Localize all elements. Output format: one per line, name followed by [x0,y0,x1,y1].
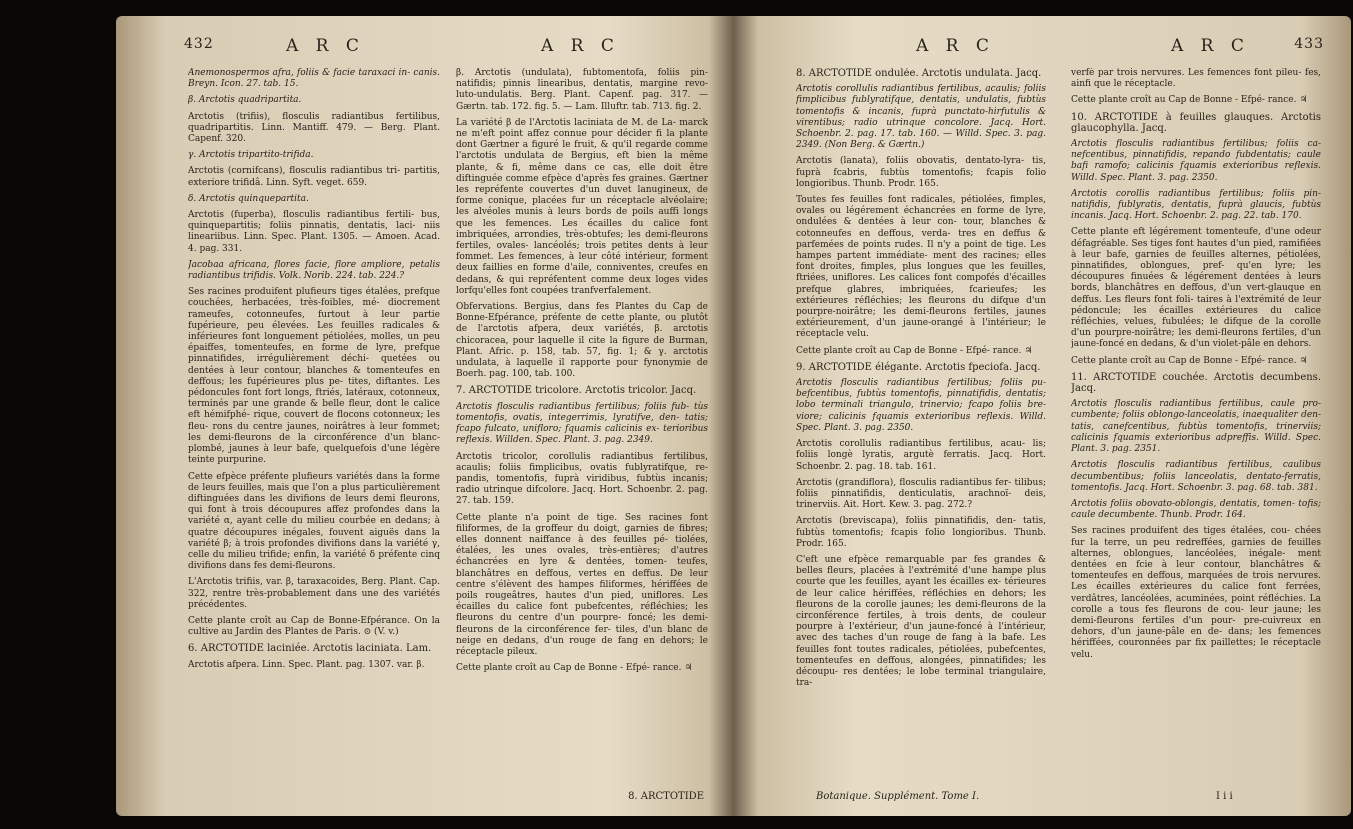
paragraph: 7. ARCTOTIDE tricolore. Arctotis tricolor. Jacq. [456,385,697,397]
paragraph: Arctotis (breviscapa), foliis pinnatifidis, den- tatis, fubtùs tomentofis; fcapis folio longioribus. Thunb. Prodr. 165. [796,516,1046,549]
paragraph: Jacobaa africana, flores facie, flore ampliore, petalis radiantibus trifidis. Volk. Norib. 224. tab. 224.? [188,259,440,282]
paragraph: Arctotis corollis radiantibus fertilibus; foliis pin- natifidis, fublyratis, dentatis, fuprà glaucis, fubtùs incanis. Jacq. Hort. Schoenbr. 2. pag. 22. tab. 170. [1071,188,1321,222]
paragraph: Toutes fes feuilles font radicales, pétiolées, fimples, ovales ou légérement échancrées en forme de lyre, ondulées & dentées à leur con- tour, blanches & cotonneufes en deffous, verda- tres en deffus & parfemées de points rudes. Il n'y a point de tige. Les hampes partent immédiate- ment des racines; elles font droites, fimples, plus longues que les feuilles, ftriées, uniflores. Les calices font compofés d'écailles prefque glabres, imbriquées, fcarieufes; les extérieures réfléchies; les fleurons du difque d'un pourpre-noirâtre; les demi-fleurons fertiles, jaunes extérieurement, d'un jaune-orangé à l'intérieur; le réceptacle velu. [796,195,1046,340]
paragraph: Cette plante eft légérement tomenteufe, d'une odeur défagréable. Ses tiges font hautes d'un pied, ramifiées à leur bafe, garnies de feuilles alternes, pétiolées, pinnatifides, oblongues, pref- qu'en lyre; les découpures finuées & légérement dentées à leurs bords, blanchâtres en deffous, d'un vert-glauque en deffus. Les fleurs font foli- taires à l'extrémité de leur pédoncule; les écailles extérieures du calice réfléchies, velues, fubulées; le difque de la corolle d'un pourpre-noirâtre; les demi-fleurons fertiles, d'un jaune-foncé en dedans, & d'un violet-pâle en dehors. [1071,227,1321,350]
paragraph: L'Arctotis trifiis, var. β, taraxacoides, Berg. Plant. Cap. 322, rentre très-probablement dans une des variétés précédentes. [188,577,440,610]
paragraph: Arctotis (fuperba), flosculis radiantibus fertili- bus, quinquepartitis; foliis pinnatis, dentatis, laci- niis lineariibus. Linn. Spec. Plant. 1305. — Amoen. Acad. 4. pag. 331. [188,210,440,254]
paragraph: Arctotis corollulis radiantibus fertilibus, acau- lis; foliis longè lyratis, argutè ferratis. Jacq. Hort. Schoenbr. 2. pag. 18. tab. 161. [796,439,1046,472]
paragraph: β. Arctotis (undulata), fubtomentofa, foliis pin- natifidis; pinnis linearibus, dentatis, margine revo- luto-undulatis. Berg. Plant. Capenf. pag. 317. — Gærtn. tab. 172. fig. 5. — Lam. Illuftr. tab. 713. fig. 2. [456,68,708,112]
left-page-column-1 [188,68,440,806]
paragraph: Cette plante croît au Cap de Bonne - Efpé- rance. ♃ [456,663,693,674]
paragraph: Cette plante croît au Cap de Bonne - Efpé- rance. ♃ [796,345,1033,356]
paragraph: Arctotis (grandiflora), flosculis radiantibus fer- tilibus; foliis pinnatifidis, denticulatis, arachnoï- deis, trinerviis. Ait. Hort. Kew. 3. pag. 272.? [796,477,1046,511]
paragraph: Arctotis flosculis radiantibus fertilibus, caule pro- cumbente; foliis oblongo-lanceolatis, inaequaliter den- tatis, canefcentibus, fubtùs tomentofis, trinerviis; calicinis fquamis exterioribus adpreffis. Willd. Spec. Plant. 3. pag. 2351. [1071,399,1321,455]
running-head-right: A R C [541,36,620,56]
paragraph: Cette plante croît au Cap de Bonne-Efpérance. On la cultive au Jardin des Plantes de Paris. ⊙ (V. v.) [188,615,440,638]
paragraph: 6. ARCTOTIDE laciniée. Arctotis laciniata. Lam. [188,643,432,655]
paragraph: Cette plante croît au Cap de Bonne - Efpé- rance. ♃ [1071,95,1308,106]
paragraph: Arctotis (cornifcans), flosculis radiantibus tri- partitis, exteriore trifidâ. Linn. Syft. veget. 659. [188,166,440,188]
catchword: 8. ARCTOTIDE [628,791,704,802]
paragraph: β. Arctotis quadripartita. [188,95,302,106]
left-page [156,36,716,806]
right-page [796,36,1336,806]
running-head-left: A R C [916,36,995,56]
paragraph: 8. ARCTOTIDE ondulée. Arctotis undulata. Jacq. [796,68,1042,79]
paragraph: verfé par trois nervures. Les femences font pileu- fes, ainfi que le réceptacle. [1071,68,1321,90]
paragraph: Arctotis flosculis radiantibus fertilibus; foliis fub- tùs tomentofis, ovatis, integerrimis, lyratifve, den- tatis; fcapo fulcato, unifloro; fquamis calicinis ex- terioribus reflexis. Willden. Spec. Plant. 3. pag. 2349. [456,401,708,446]
footer-title: Botanique. Supplément. Tome I. [816,791,980,802]
paragraph: Arctotis foliis obovato-oblongis, dentatis, tomen- tofis; caule decumbente. Thunb. Prodr. 164. [1071,498,1321,521]
paragraph: Cette plante n'a point de tige. Ses racines font filiformes, de la groffeur du doigt, garnies de fibres; elles donnent naiffance à des feuilles pé- tiolées, étalées, les unes ovales, très-entières; d'autres échancrées en lyre & dentées, tomen- teufes, blanchâtres en deffous, vertes en deffus. De leur centre s'élèvent des hampes filiformes, hériffées de poils rougeâtres, hautes d'un pied, uniflores. Les écailles du calice font pubefcentes, réfléchies; les fleurons du centre d'un pourpre- foncé; les demi-fleurons de la circonférence fer- tiles, d'un blanc de neige en dedans, d'un rouge de fang en dehors; le réceptacle pileux. [456,512,708,657]
paragraph: Obfervations. Bergius, dans fes Plantes du Cap de Bonne-Efpérance, préfente de cette plante, ou plutôt de l'arctotis afpera, deux variétés, β. arctotis chicoracea, pour laquelle il cite la figure de Burman, Plant. Afric. p. 158, tab. 57, fig. 1; & γ. arctotis undulata, à laquelle il rapporte pour fynonymie de Boerh. pag. 100, tab. 100. [456,302,708,380]
paragraph: Arctotis (lanata), foliis obovatis, dentato-lyra- tis, fuprà fcabris, fubtùs tomentofis; fcapis folio longioribus. Thunb. Prodr. 165. [796,156,1046,189]
running-head-right: A R C [1171,36,1250,56]
running-head-left: A R C [286,36,365,56]
page-number: 433 [1294,36,1324,52]
paragraph: C'eft une efpèce remarquable par fes grandes & belles fleurs, placées à l'extrémité d'une hampe plus courte que les feuilles, ayant les écailles ex- térieures de leur calice hériffées, réfléchies en dehors; les fleurons de la corolle jaunes; les demi-fleurons de la circonférence fertiles, à trois dents, de couleur pourpre à l'extérieur, d'un jaune-foncé à l'intérieur, avec des taches d'un rouge de fang à la bafe. Les feuilles font toutes radicales, pétiolées, pubefcentes, tomenteufes en deffous, alongées, pinnatifides; les découpu- res dentées; le lobe terminal triangulaire, tra- [796,554,1046,689]
open-book [116,16,1351,816]
paragraph: Arctotis flosculis radiantibus fertilibus; foliis pu- befcentibus, fubtùs tomentofis, pinnatifidis, dentatis; lobo terminali triangulo, trinervio; fcapo foliis bre- viore; calicinis fquamis exterioribus reflexis. Willd. Spec. Plant. 3. pag. 2350. [796,378,1046,433]
paragraph: δ. Arctotis quinquepartita. [188,193,309,204]
paragraph: Arctotis flosculis radiantibus fertilibus; foliis ca- nefcentibus, pinnatifidis, repando fubdentatis; caule bafi ramofo; calicinis fquamis exterioribus reflexis. Willd. Spec. Plant. 3. pag. 2350. [1071,139,1321,183]
paragraph: Arctotis afpera. Linn. Spec. Plant. pag. 1307. var. β. [188,659,425,670]
left-page-column-2 [456,68,708,806]
running-head [796,36,1336,62]
paragraph: γ. Arctotis tripartito-trifida. [188,150,314,161]
paragraph: Arctotis flosculis radiantibus fertilibus, caulibus decumbentibus; foliis lanceolatis, dentato-ferratis, tomentofis. Jacq. Hort. Schoenbr. 3. pag. 68. tab. 381. [1071,460,1321,493]
paragraph: Anemonospermos afra, foliis & facie taraxaci in- canis. Breyn. Icon. 27. tab. 15. [188,68,440,90]
paragraph: Cette efpèce préfente plufieurs variétés dans la forme de leurs feuilles, mais que l'on a plus particulièrement diftinguées dans les divifions de leurs demi fleurons, qui font à trois découpures affez profondes dans la variété α, ayant celle du milieu courbée en dedans; à quatre découpures inégales, fouvent aiguës dans la variété β; à trois profondes divifions dans la variété γ, celle du milieu trifide; enfin, la variété δ préfente cinq divifions dans fes demi-fleurons. [188,471,440,572]
signature-mark: I i i [1216,791,1233,802]
paragraph: 11. ARCTOTIDE couchée. Arctotis decumbens. Jacq. [1071,371,1321,395]
paragraph: 10. ARCTOTIDE à feuilles glauques. Arctotis glaucophylla. Jacq. [1071,111,1321,134]
paragraph: 9. ARCTOTIDE élégante. Arctotis fpeciofa. Jacq. [796,361,1041,373]
paragraph: Arctotis corollulis radiantibus fertilibus, acaulis; foliis fimplicibus fublyratifque, dentatis, undulatis, fubtùs tomentofis & incanis, fuprà punctato-hirfutulis & virentibus; radio utrinque concolore. Jacq. Hort. Schoenbr. 2. pag. 17. tab. 160. — Willd. Spec. 3. pag. 2349. (Non Berg. & Gærtn.) [796,84,1046,151]
paragraph: Ses racines produifent plufieurs tiges étalées, prefque couchées, herbacées, très-foibles, mé- diocrement rameufes, cotonneufes, furtout à leur partie fupérieure, peu élevées. Les feuilles radicales & inférieures font longuement pétiolées, molles, un peu épaiffes, tomenteufes, en forme de lyre, prefque pinnatifides, irrégulièrement déchi- quetées ou dentées à leur contour, blanches & tomenteufes en deffous; les fupérieures plus pe- tites, diftantes. Les pédoncules font fort longs, ftriés, latéraux, cotonneux, terminés par une grande & belle fleur, dont le calice eft hémifphé- rique, couvert de flocons cotonneux; les fleu- rons du centre jaunes, noirâtres à leur fommet; les demi-fleurons de la circonférence d'un blanc- plombé, jaunes à leur bafe, quelquefois d'une légère teinte purpurine. [188,287,440,466]
right-page-column-2 [1071,68,1321,806]
page-number: 432 [184,36,214,52]
paragraph: La variété β de l'Arctotis laciniata de M. de La- marck ne m'eft point affez connue pour décider fi la plante dont Gærtner a figuré le fruit, & qu'il regarde comme l'arctotis undulata de Bergius, eft bien la même plante, & fi, même dans ce cas, elle doit être diftinguée comme efpèce d'après fes graines. Gærtner les repréfente couvertes d'un duvet lanugineux, de forme conique, placées fur un réceptacle alvéolaire; les alvéoles munis à leurs bords de poils auffi longs que les femences. Les écailles du calice font imbriquées, arrondies, très-obtufes; les demi-fleurons fertiles, ovales- lancéolés; trois petites dents à leur fommet. Les femences, à leur côté intérieur, forment deux faillies en forme d'aile, conniventes, creufes en dedans, & qui repréfentent comme deux loges vides lorfqu'elles font coupées tranfverfalement. [456,117,708,296]
right-page-column-1 [796,68,1046,806]
running-head [156,36,716,62]
paragraph: Arctotis (trifiis), flosculis radiantibus fertilibus, quadripartitis. Linn. Mantiff. 479. — Berg. Plant. Capenf. 320. [188,111,440,145]
paragraph: Ses racines produifent des tiges étalées, cou- chées fur la terre, un peu redreffées, garnies de feuilles alternes, oblongues, lancéolées, inégale- ment dentées en fcie à leur contour, blanchâtres & tomenteufes en deffous, marquées de trois nervures. Les écailles extérieures du calice font ferrées, verdâtres, lancéolées, acuminées, point réfléchies. La corolle a tous fes fleurons de cou- leur jaune; les demi-fleurons fertiles d'un pour- pre-cuivreux en dehors, d'un jaune-pâle en de- dans; les femences hériffées, couronnées par fix paillettes; le réceptacle velu. [1071,526,1321,660]
paragraph: Arctotis tricolor, corollulis radiantibus fertilibus, acaulis; foliis fimplicibus, ovatis fublyratifque, re- pandis, tomentofis, fuprà viridibus, fubtùs incanis; radio utrinque difcolore. Jacq. Hort. Schoenbr. 2. pag. 27. tab. 159. [456,451,708,507]
paragraph: Cette plante croît au Cap de Bonne - Efpé- rance. ♃ [1071,355,1308,366]
